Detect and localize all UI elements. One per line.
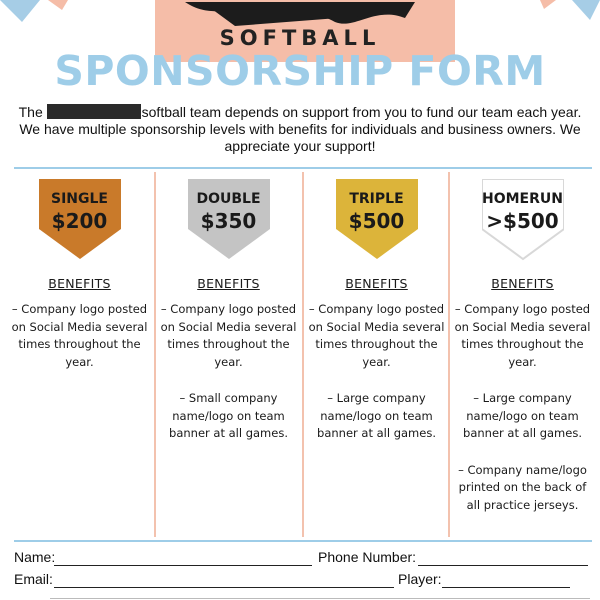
name-field-label: Name: (14, 549, 56, 565)
level-badge (482, 179, 564, 263)
level-price: $500 (348, 209, 405, 233)
name-field[interactable] (54, 565, 312, 566)
pennant-flag-right-2 (540, 0, 556, 10)
benefit-item: – Large company name/logo on team banner at all games. (463, 391, 582, 440)
level-name: SINGLE (51, 191, 108, 207)
level-name: DOUBLE (196, 191, 261, 207)
level-homerun (449, 175, 596, 514)
pennant-flag-left (0, 0, 40, 24)
phone-field[interactable] (418, 565, 588, 566)
email-field-label: Email: (14, 571, 53, 587)
intro-paragraph (14, 104, 586, 155)
benefits-heading: BENEFITS (48, 276, 111, 291)
intro-line1: softball team depends on support from you to fund our team each year. (141, 104, 582, 120)
benefit-item: – Company logo posted on Social Media several times throughout the year. (308, 302, 445, 369)
pennant-flag-right (572, 0, 600, 24)
pennant-flag-left-2 (48, 0, 68, 12)
level-badge (39, 179, 121, 263)
benefits-heading: BENEFITS (491, 276, 554, 291)
level-price: >$500 (486, 209, 559, 233)
team-sport-title: SOFTBALL (219, 26, 381, 50)
intro-line2: We have multiple sponsorship levels with benefits for individuals and business owners. We appreciate your support! (19, 121, 581, 154)
phone-field-label: Phone Number: (318, 549, 417, 565)
benefit-item: – Company name/logo printed on the back of all practice jerseys. (458, 462, 587, 512)
level-badge (336, 179, 418, 263)
level-double (155, 175, 302, 443)
benefit-item: – Company logo posted on Social Media several times throughout the year. (454, 302, 591, 369)
intro-prefix: The (18, 104, 43, 120)
level-price: $200 (51, 209, 108, 233)
player-field[interactable] (442, 587, 570, 588)
email-field[interactable] (54, 587, 394, 588)
next-row-cutoff (50, 598, 590, 599)
top-divider (14, 167, 592, 169)
level-price: $350 (200, 209, 257, 233)
redacted-team-name (47, 104, 141, 119)
benefits-heading: BENEFITS (197, 276, 260, 291)
benefit-item: – Small company name/logo on team banner at all games. (169, 391, 288, 440)
level-name: HOMERUN (482, 191, 563, 207)
page-title: SPONSORSHIP FORM (54, 47, 546, 95)
benefit-item: – Large company name/logo on team banner at all games. (317, 391, 436, 440)
level-badge (188, 179, 270, 263)
benefits-heading: BENEFITS (345, 276, 408, 291)
player-field-label: Player: (398, 571, 442, 587)
benefit-item: – Company logo posted on Social Media several times throughout the year. (160, 302, 297, 369)
benefit-item: – Company logo posted on Social Media several times throughout the year. (11, 302, 148, 369)
bottom-divider (14, 540, 592, 542)
level-single (6, 175, 153, 371)
level-name: TRIPLE (349, 191, 404, 207)
level-triple (303, 175, 450, 443)
